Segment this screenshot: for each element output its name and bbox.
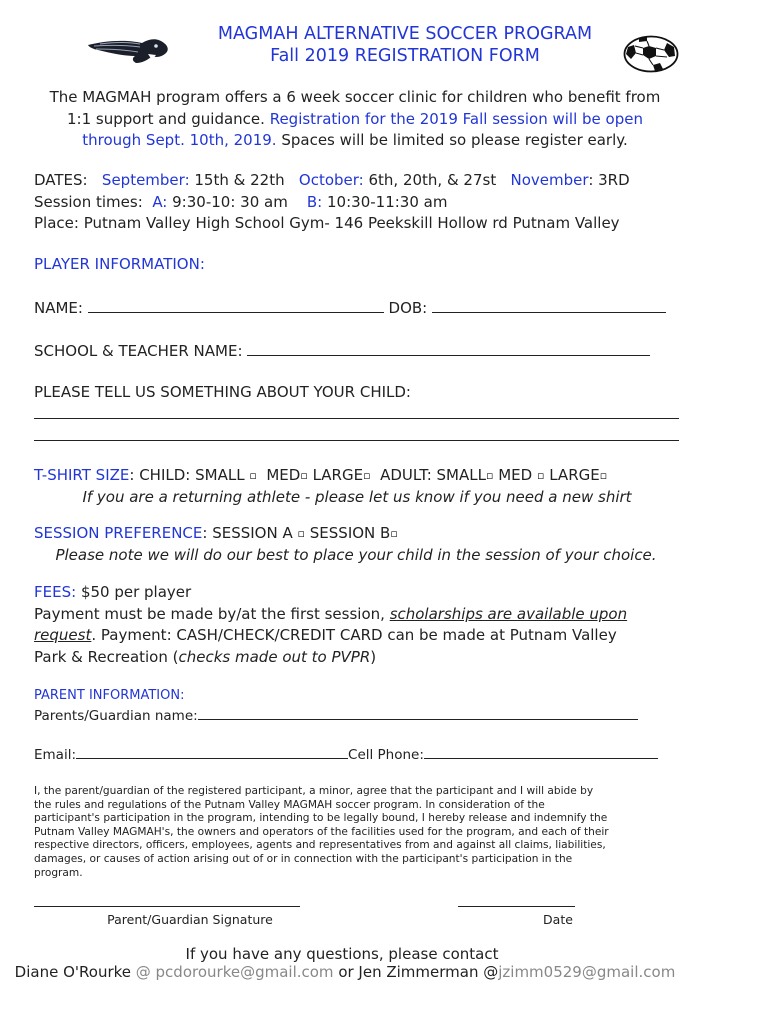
scholarship-note-end: request (34, 626, 92, 644)
session-note: Please note we will do our best to place your child in the session of your choice. (55, 546, 657, 564)
session-times-label: Session times: (34, 192, 143, 211)
dob-label: DOB: (388, 299, 428, 317)
school-teacher-field[interactable] (247, 340, 650, 356)
guardian-row (34, 706, 734, 724)
waiver-line: participant's participation in the program, intending to be legally bound, I hereby release and indemnify the (34, 812, 608, 825)
intro-line-2 (0, 109, 710, 131)
dates-line (34, 170, 734, 192)
session-times-line (34, 192, 734, 214)
session-a-label: A: (152, 192, 168, 211)
checkbox-adult-small[interactable]: ▫ (485, 469, 494, 482)
scholarship-note: scholarships are available upon (389, 604, 628, 623)
guardian-name-field[interactable] (198, 706, 638, 720)
intro-text-b: 1:1 support and guidance. (67, 109, 265, 128)
signature-label: Parent/Guardian Signature (107, 912, 273, 927)
contact-row (34, 745, 734, 763)
name-field[interactable] (88, 297, 384, 313)
waiver-line: program. (34, 866, 83, 879)
email-label: Email: (34, 747, 77, 763)
about-child-label: PLEASE TELL US SOMETHING ABOUT YOUR CHILD: (34, 383, 411, 401)
payment-text: Payment must be made by/at the first session, (34, 604, 390, 623)
contact-line (0, 962, 690, 984)
contact-email-2[interactable]: jzimm0529@gmail.com (498, 963, 676, 981)
october-dates: 6th, 20th, & 27st (363, 171, 497, 189)
fees-label: FEES: (34, 583, 77, 601)
parent-info-heading: PARENT INFORMATION: (34, 688, 185, 703)
tshirt-row (34, 465, 754, 487)
form-subtitle: Fall 2019 REGISTRATION FORM (270, 46, 540, 66)
dates-label: DATES: (34, 171, 88, 189)
checkbox-child-large[interactable]: ▫ (363, 469, 371, 482)
contact-name-2: or Jen Zimmerman @ (333, 963, 499, 981)
fees-amount: $50 per player (76, 583, 192, 601)
tshirt-note: If you are a returning athlete - please let us know if you need a new shirt (82, 488, 632, 506)
schedule-section (34, 170, 734, 235)
tshirt-child-small: : CHILD: SMALL (129, 466, 245, 484)
intro-paragraph (0, 87, 710, 152)
payment-line-3 (34, 647, 734, 669)
school-teacher-row (34, 340, 734, 363)
fees-line (34, 582, 734, 604)
about-child-field-1[interactable] (34, 418, 679, 419)
intro-line-3 (0, 130, 710, 152)
checkbox-child-small[interactable]: ▫ (249, 469, 257, 482)
guardian-name-label: Parents/Guardian name: (34, 708, 198, 724)
october-label: October: (298, 171, 364, 189)
waiver-line: I, the parent/guardian of the registered participant, a minor, agree that the participant and I will abide by (34, 785, 594, 797)
name-dob-row (34, 297, 734, 320)
waiver-line: damages, or causes of action arising out of or in connection with the participant's participation in the (34, 852, 573, 865)
payee-text: Park & Recreation ( (34, 647, 179, 666)
payment-line-1 (34, 604, 734, 626)
cell-phone-label: Cell Phone: (348, 747, 424, 763)
november-label: November (510, 171, 589, 189)
checkbox-adult-large[interactable]: ▫ (599, 469, 608, 482)
checkbox-adult-med[interactable]: ▫ (536, 469, 545, 482)
november-dates: : 3RD (588, 171, 630, 189)
about-child-field-2[interactable] (34, 440, 679, 441)
name-label: NAME: (34, 299, 83, 317)
check-payee: checks made out to PVPR (178, 647, 371, 666)
waiver-line: Putnam Valley MAGMAH's, the owners and operators of the facilities used for the program, and each of their (34, 825, 609, 838)
tshirt-adult-small: ADULT: SMALL (380, 466, 486, 484)
tshirt-adult-large: LARGE (549, 466, 600, 484)
session-pref-row (34, 523, 398, 545)
session-b-time: 10:30-11:30 am (322, 192, 448, 211)
place-line: Place: Putnam Valley High School Gym- 146 Peekskill Hollow rd Putnam Valley (34, 214, 620, 232)
session-a-option: : SESSION A (202, 524, 293, 542)
dob-field[interactable] (432, 297, 666, 313)
registration-open-notice: Registration for the 2019 Fall session will be open (264, 109, 643, 128)
contact-intro: If you have any questions, please contact (185, 945, 499, 963)
contact-name-1: Diane O'Rourke (14, 963, 136, 981)
date-label: Date (543, 912, 573, 927)
intro-line-1: The MAGMAH program offers a 6 week soccer clinic for children who benefit from (49, 88, 661, 106)
tshirt-child-large: LARGE (312, 466, 364, 484)
session-b-option: SESSION B (309, 524, 391, 542)
tshirt-child-med: MED (266, 466, 301, 484)
checkbox-child-med[interactable]: ▫ (300, 469, 308, 482)
intro-text-c: Spaces will be limited so please register early. (276, 131, 628, 149)
email-field[interactable] (76, 745, 348, 759)
waiver-line: respective directors, officers, employees, agents and representatives from and against all claims, liabilities, (34, 839, 606, 852)
checkbox-session-b[interactable]: ▫ (390, 527, 398, 540)
payee-close: ) (370, 647, 377, 666)
date-field[interactable] (458, 906, 575, 907)
player-info-heading: PLAYER INFORMATION: (34, 255, 205, 273)
session-b-label: B: (306, 192, 323, 211)
tshirt-adult-med: MED (498, 466, 533, 484)
payment-methods: . Payment: CASH/CHECK/CREDIT CARD can be made at Putnam Valley (91, 626, 617, 644)
payment-line-2 (34, 625, 734, 647)
september-label: September: (101, 171, 190, 189)
fees-section (34, 582, 734, 668)
tshirt-label: T-SHIRT SIZE (34, 466, 130, 484)
september-dates: 15th & 22th (189, 171, 285, 189)
signature-field[interactable] (34, 906, 300, 907)
school-teacher-label: SCHOOL & TEACHER NAME: (34, 342, 243, 360)
cell-phone-field[interactable] (424, 745, 658, 759)
waiver-text (34, 785, 684, 880)
registration-deadline: through Sept. 10th, 2019. (82, 131, 277, 149)
session-pref-label: SESSION PREFERENCE (34, 524, 203, 542)
form-title: MAGMAH ALTERNATIVE SOCCER PROGRAM (217, 24, 593, 44)
session-a-time: 9:30-10: 30 am (167, 192, 288, 211)
checkbox-session-a[interactable]: ▫ (297, 527, 305, 540)
waiver-line: the rules and regulations of the Putnam Valley MAGMAH soccer program. In consideration of the (34, 798, 545, 811)
contact-email-1[interactable]: @ pcdorourke@gmail.com (135, 963, 334, 981)
